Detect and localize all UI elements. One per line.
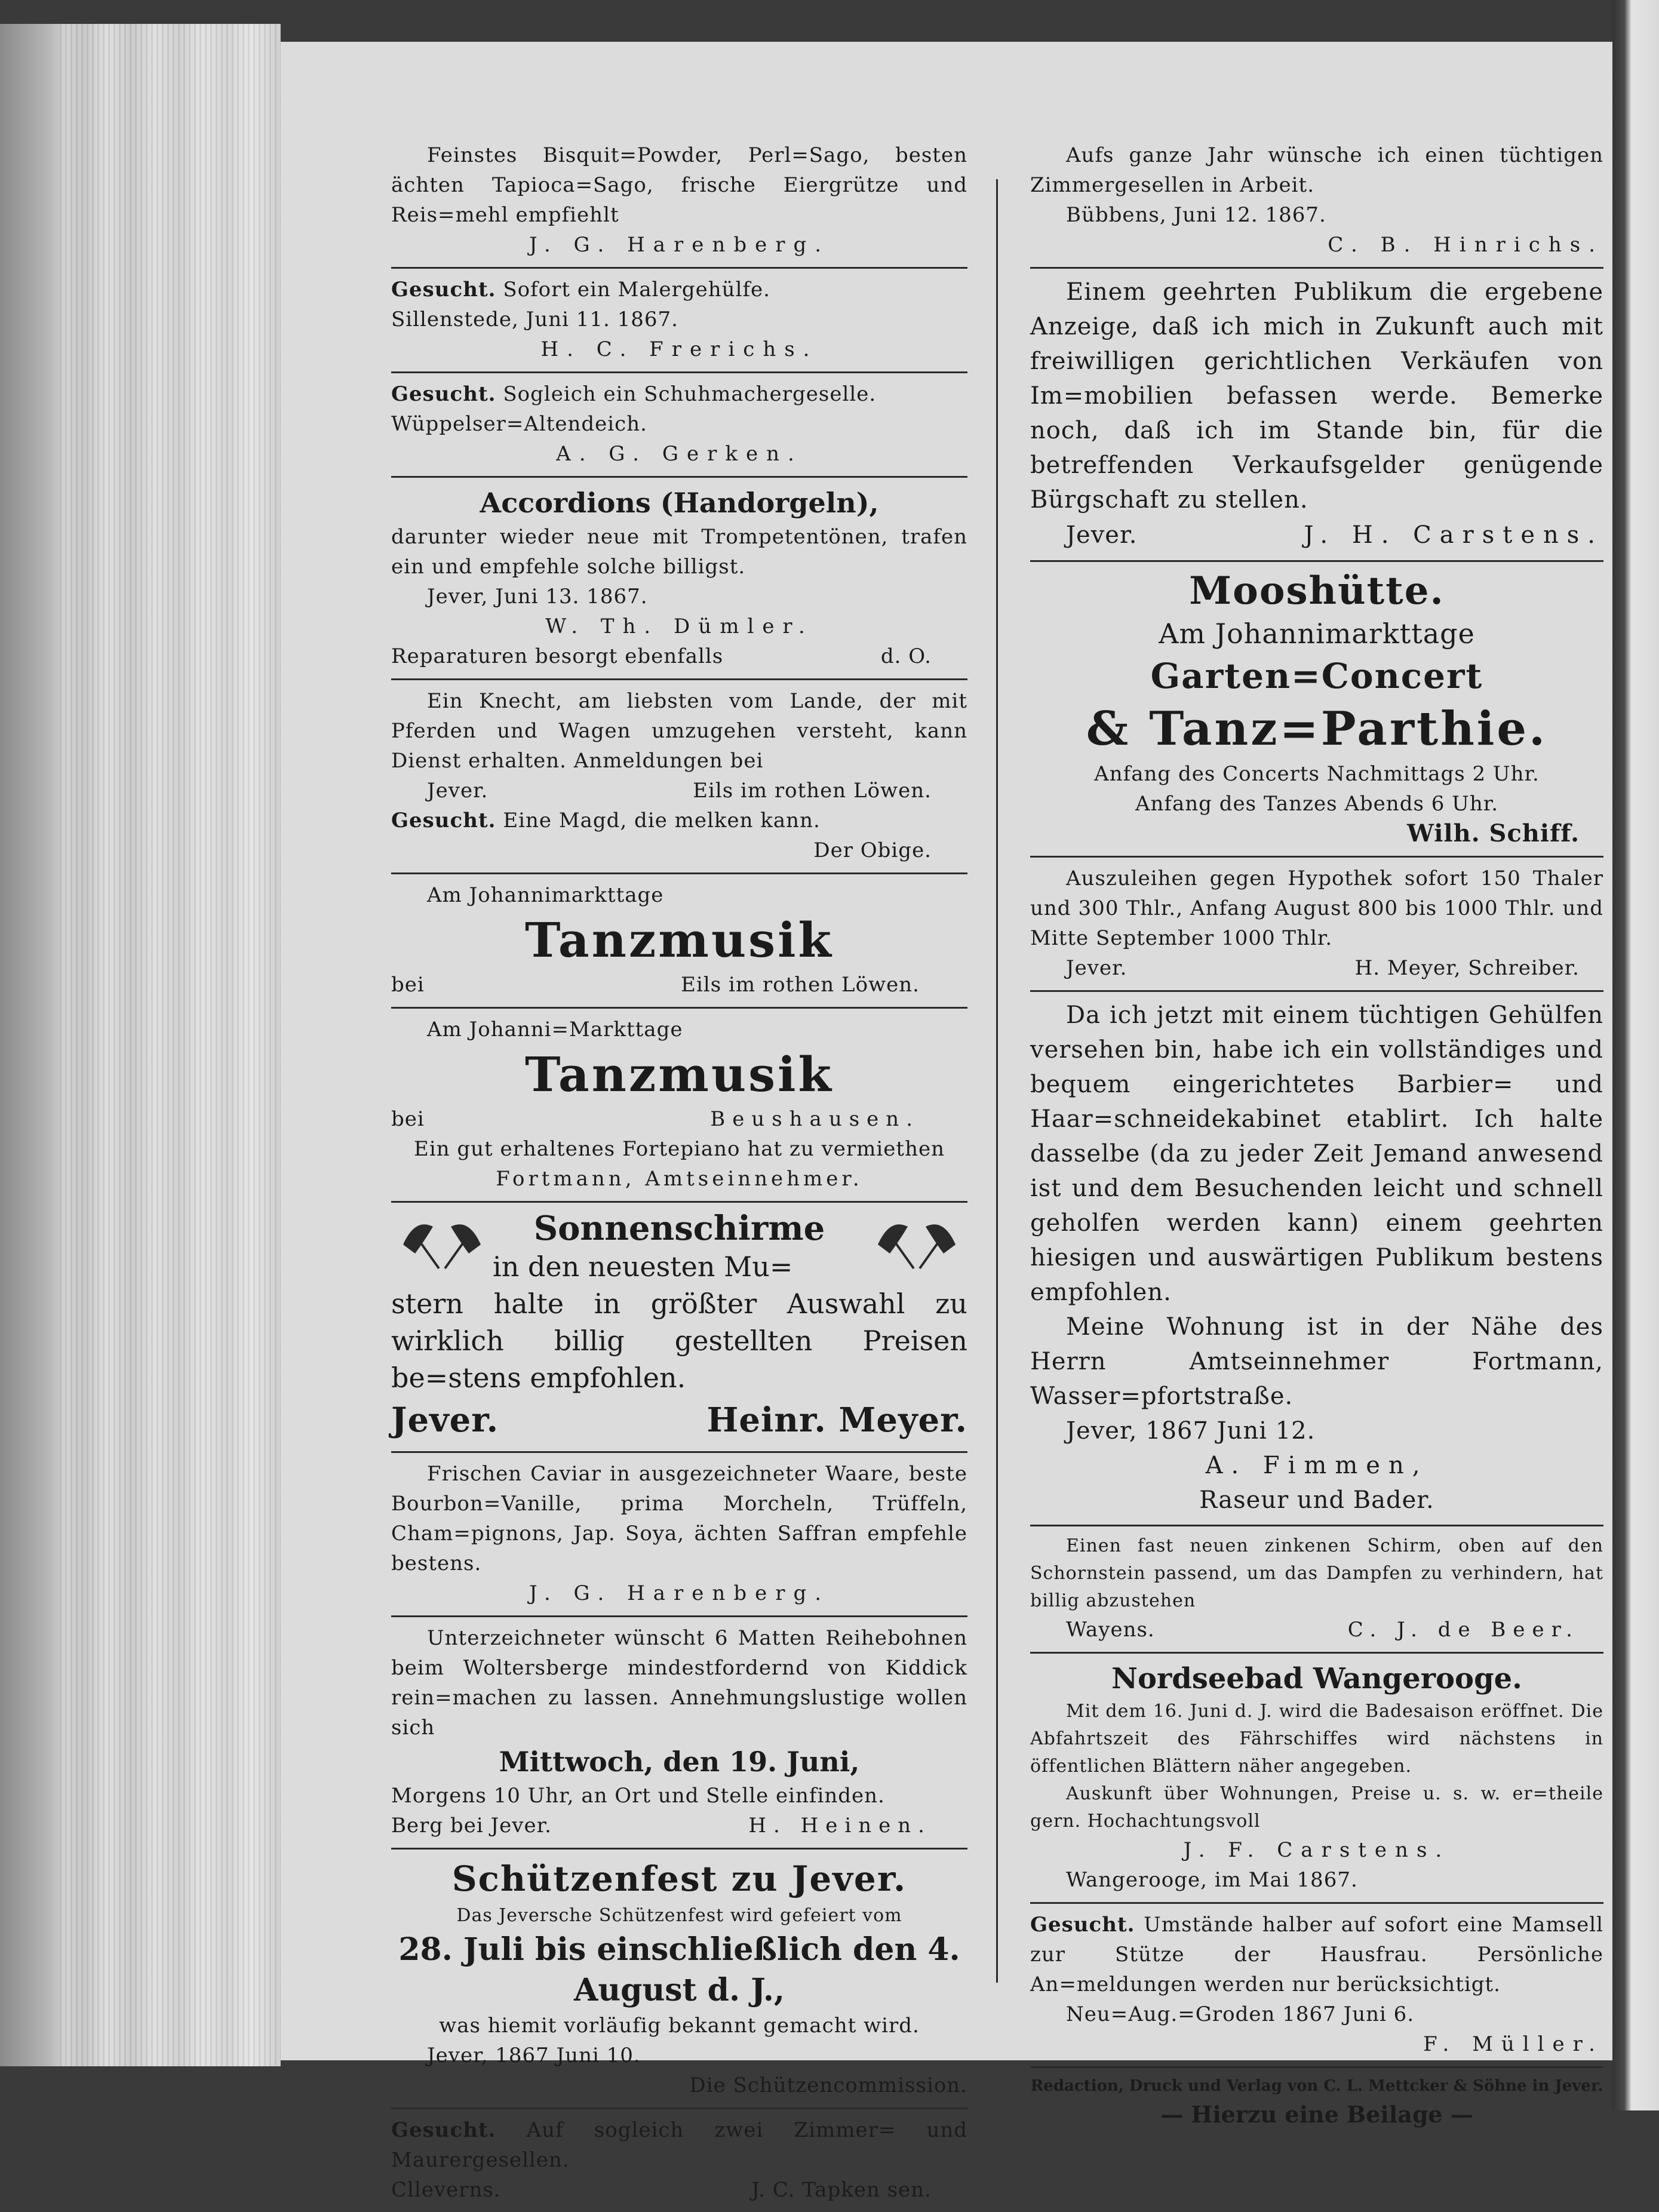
ad-text-2: Meine Wohnung ist in der Nähe des Herrn Amtseinnehmer Fortmann, Wasser=pfortstraße. xyxy=(1030,1313,1603,1410)
ad-signature: A. G. Gerken. xyxy=(556,442,803,466)
ad-signature: J. F. Carstens. xyxy=(1183,1838,1451,1862)
ad-accordions xyxy=(391,478,967,680)
ad-place-date: Jever, 1867 Juni 10. xyxy=(427,2044,641,2067)
ad-parasols xyxy=(391,1203,967,1453)
ad-place: Wüppelser=Altendeich. xyxy=(391,412,647,436)
ad-shoemaker xyxy=(391,373,967,478)
column-divider xyxy=(996,179,998,1983)
ad-note-signature: d. O. xyxy=(880,644,932,668)
ad-where: Beushausen. xyxy=(710,1107,920,1131)
ad-signature: J. H. Carstens. xyxy=(1304,521,1603,549)
ad-heading: Tanzmusik xyxy=(525,912,834,968)
ad-text: Auf sogleich zwei Zimmer= und Maurergesellen. xyxy=(391,2118,968,2172)
ad-label: Gesucht. xyxy=(391,809,496,832)
ad-line-2: Anfang des Tanzes Abends 6 Uhr. xyxy=(1135,792,1499,816)
ad-text: stern halte in größter Auswahl zu wirklich billig gestellten Preisen be=stens empfohlen. xyxy=(391,1288,967,1394)
page-footer xyxy=(1030,2068,1603,2139)
ad-signature: Der Obige. xyxy=(813,838,932,862)
left-column xyxy=(391,134,967,2212)
ad-signature: Wilh. Schiff. xyxy=(1407,819,1580,847)
ad-place-date: Jever, 1867 Juni 12. xyxy=(1066,1417,1316,1445)
ad-note: Reparaturen besorgt ebenfalls xyxy=(391,644,724,668)
ad-title-1: Garten=Concert xyxy=(1150,656,1483,696)
ad-place-date: Jever, Juni 13. 1867. xyxy=(427,585,648,609)
ad-text: Das Jeversche Schützenfest wird gefeiert vom xyxy=(456,1905,902,1926)
ad-text: Ein Knecht, am liebsten vom Lande, der mit Pferden und Wagen umzugehen versteht, kann Dienst erhalten. Anmeldungen bei xyxy=(391,689,967,773)
ad-barber xyxy=(1030,992,1603,1526)
ad-concert xyxy=(1030,562,1603,858)
ad-place: Jever. xyxy=(427,779,489,803)
ad-text-2: Eine Magd, die melken kann. xyxy=(503,809,821,832)
ad-dance-beushausen xyxy=(391,1009,967,1203)
ad-text: Sofort ein Malergehülfe. xyxy=(503,278,770,302)
ad-carpenters xyxy=(391,2109,967,2212)
ad-label: Gesucht. xyxy=(1030,1913,1135,1937)
ad-place: Jever. xyxy=(391,1400,499,1440)
ad-place-date: Bübbens, Juni 12. 1867. xyxy=(1066,203,1326,227)
ad-biscuit xyxy=(391,134,967,269)
ad-where: Eils im rothen Löwen. xyxy=(681,973,920,997)
ad-text: darunter wieder neue mit Trompetentönen, trafen ein und empfehle solche billigst. xyxy=(391,525,967,579)
ad-wangerooge xyxy=(1030,1654,1603,1904)
ad-signature: J. G. Harenberg. xyxy=(529,233,830,257)
ad-text: Aufs ganze Jahr wünsche ich einen tüchtigen Zimmergesellen in Arbeit. xyxy=(1030,143,1603,197)
ad-signature: J. C. Tapken sen. xyxy=(751,2178,932,2202)
ad-heading: Accordions (Handorgeln), xyxy=(480,487,879,519)
ad-servant xyxy=(391,680,967,874)
ad-place: Jever. xyxy=(1066,521,1138,549)
ad-place-date: Neu=Aug.=Groden 1867 Juni 6. xyxy=(1066,2002,1415,2026)
ad-bei: bei xyxy=(391,973,425,997)
ad-title-2: & Tanz=Parthie. xyxy=(1086,702,1548,756)
ad-label: Gesucht. xyxy=(391,382,496,406)
ad-housemaid xyxy=(1030,1904,1603,2068)
ad-text: Feinstes Bisquit=Powder, Perl=Sago, besten ächten Tapioca=Sago, frische Eiergrütze und Reis=mehl empfiehlt xyxy=(391,143,967,227)
ad-dates: 28. Juli bis einschließlich den 4. August d. J., xyxy=(398,1931,960,2008)
ad-place: Berg bei Jever. xyxy=(391,1814,552,1838)
page-right-edge xyxy=(1612,0,1659,2110)
ad-signature: W. Th. Dümler. xyxy=(545,615,813,638)
ad-dance-eils xyxy=(391,874,967,1009)
ad-beans xyxy=(391,1617,967,1850)
ad-heading: Mooshütte. xyxy=(1189,569,1445,613)
ad-heading: Nordseebad Wangerooge. xyxy=(1111,1662,1522,1695)
ad-text: Frischen Caviar in ausgezeichneter Waare, beste Bourbon=Vanille, prima Morcheln, Trüffeln, Cham=pignons, Jap. Soya, ächten Saffran empfehle bestens. xyxy=(391,1462,967,1575)
ad-line-1: in den neuesten Mu= xyxy=(493,1251,793,1283)
ad-intro: Am Johannimarkttage xyxy=(1159,617,1475,650)
ad-signature: C. J. de Beer. xyxy=(1347,1618,1580,1642)
ad-line-1: Anfang des Concerts Nachmittags 2 Uhr. xyxy=(1094,762,1540,786)
ad-intro: Am Johannimarkttage xyxy=(427,883,664,907)
supplement-note: — Hierzu eine Beilage — xyxy=(1160,2101,1473,2128)
ad-date: Mittwoch, den 19. Juni, xyxy=(499,1746,860,1778)
ad-intro: Am Johanni=Markttage xyxy=(427,1018,683,1042)
ad-place: Clleverns. xyxy=(391,2178,501,2202)
ad-piano-signature: Fortmann, Amtseinnehmer. xyxy=(496,1167,863,1191)
ad-label: Gesucht. xyxy=(391,2118,496,2142)
ad-signature: C. B. Hinrichs. xyxy=(1328,233,1603,257)
parasol-icon xyxy=(391,1209,493,1274)
ad-signature: H. C. Frerichs. xyxy=(540,337,818,361)
ad-piano: Ein gut erhaltenes Fortepiano hat zu vermiethen xyxy=(414,1137,945,1161)
ad-text: Mit dem 16. Juni d. J. wird die Badesaison eröffnet. Die Abfahrtszeit des Fährschiffes wird nächstens in öffentlichen Blättern näher angegeben. xyxy=(1030,1701,1603,1777)
ad-signature: Heinr. Meyer. xyxy=(706,1400,967,1440)
parasol-icon xyxy=(866,1209,967,1274)
ad-shooting-festival xyxy=(391,1850,967,2109)
ad-signature: A. Fimmen, xyxy=(1205,1452,1428,1479)
ad-text: Einem geehrten Publikum die ergebene Anzeige, daß ich mich in Zukunft auch mit freiwilligen gerichtlichen Verkäufen von Im=mobilien befassen werde. Bemerke noch, daß ich im Stande bin, für die betreffenden Verkaufsgelder genügende Bürgschaft zu stellen. xyxy=(1030,278,1603,514)
ad-chimney xyxy=(1030,1526,1603,1654)
ad-text: Umstände halber auf sofort eine Mamsell zur Stütze der Hausfrau. Persönliche An=meldungen werden nur berücksichtigt. xyxy=(1030,1913,1604,1996)
ad-heading: Tanzmusik xyxy=(525,1046,834,1102)
ad-text-2: was hiemit vorläufig bekannt gemacht wird. xyxy=(439,2014,920,2038)
ad-signature: F. Müller. xyxy=(1423,2032,1603,2056)
ad-place: Wayens. xyxy=(1066,1618,1155,1642)
right-column xyxy=(1030,134,1603,2139)
ad-text-2: Morgens 10 Uhr, an Ort und Stelle einfinden. xyxy=(391,1784,885,1808)
ad-heading: Schützenfest zu Jever. xyxy=(451,1858,907,1899)
ad-caviar xyxy=(391,1453,967,1617)
ad-text: Da ich jetzt mit einem tüchtigen Gehülfen versehen bin, habe ich ein vollständiges und bequem eingerichtetes Barbier= und Haar=schneidekabinet etablirt. Ich halte dasselbe (da zu jeder Zeit Jemand anwesend ist und dem Besuchenden leicht und schnell geholfen werden kann) einem geehrten hiesigen und auswärtigen Publikum bestens empfohlen. xyxy=(1030,1001,1603,1306)
ad-auctions xyxy=(1030,269,1603,562)
ad-loans xyxy=(1030,858,1603,992)
ad-painter xyxy=(391,269,967,373)
ad-signature: H. Heinen. xyxy=(748,1814,932,1838)
ad-text: Auszuleihen gegen Hypothek sofort 150 Thaler und 300 Thlr., Anfang August 800 bis 1000 Thlr. und Mitte September 1000 Thlr. xyxy=(1030,867,1603,950)
ad-signature: Die Schützencommission. xyxy=(689,2073,967,2097)
ad-text: Unterzeichneter wünscht 6 Matten Reihebohnen beim Woltersberge mindestfordernd von Kiddick rein=machen zu lassen. Annehmungslustige wollen sich xyxy=(391,1626,967,1740)
ad-carpenter-year xyxy=(1030,134,1603,269)
ad-text: Einen fast neuen zinkenen Schirm, oben auf den Schornstein passend, um das Dampfen zu verhindern, hat billig abzustehen xyxy=(1030,1535,1603,1611)
book-page-edges xyxy=(0,24,281,2066)
ad-signature: J. G. Harenberg. xyxy=(529,1581,830,1605)
ad-place-date: Wangerooge, im Mai 1867. xyxy=(1066,1868,1358,1892)
ad-heading: Sonnenschirme xyxy=(533,1209,825,1248)
imprint: Redaction, Druck und Verlag von C. L. Mettcker & Söhne in Jever. xyxy=(1030,2077,1603,2095)
ad-text-2: Auskunft über Wohnungen, Preise u. s. w. er=theile gern. Hochachtungsvoll xyxy=(1030,1783,1603,1832)
ad-signature: H. Meyer, Schreiber. xyxy=(1354,956,1580,980)
ad-place: Jever. xyxy=(1066,956,1127,980)
ad-bei: bei xyxy=(391,1107,425,1131)
ad-title: Raseur und Bader. xyxy=(1199,1486,1434,1514)
ad-where: Eils im rothen Löwen. xyxy=(693,779,932,803)
ad-label: Gesucht. xyxy=(391,278,496,302)
ad-text: Sogleich ein Schuhmachergeselle. xyxy=(503,382,877,406)
ad-place-date: Sillenstede, Juni 11. 1867. xyxy=(391,308,678,331)
